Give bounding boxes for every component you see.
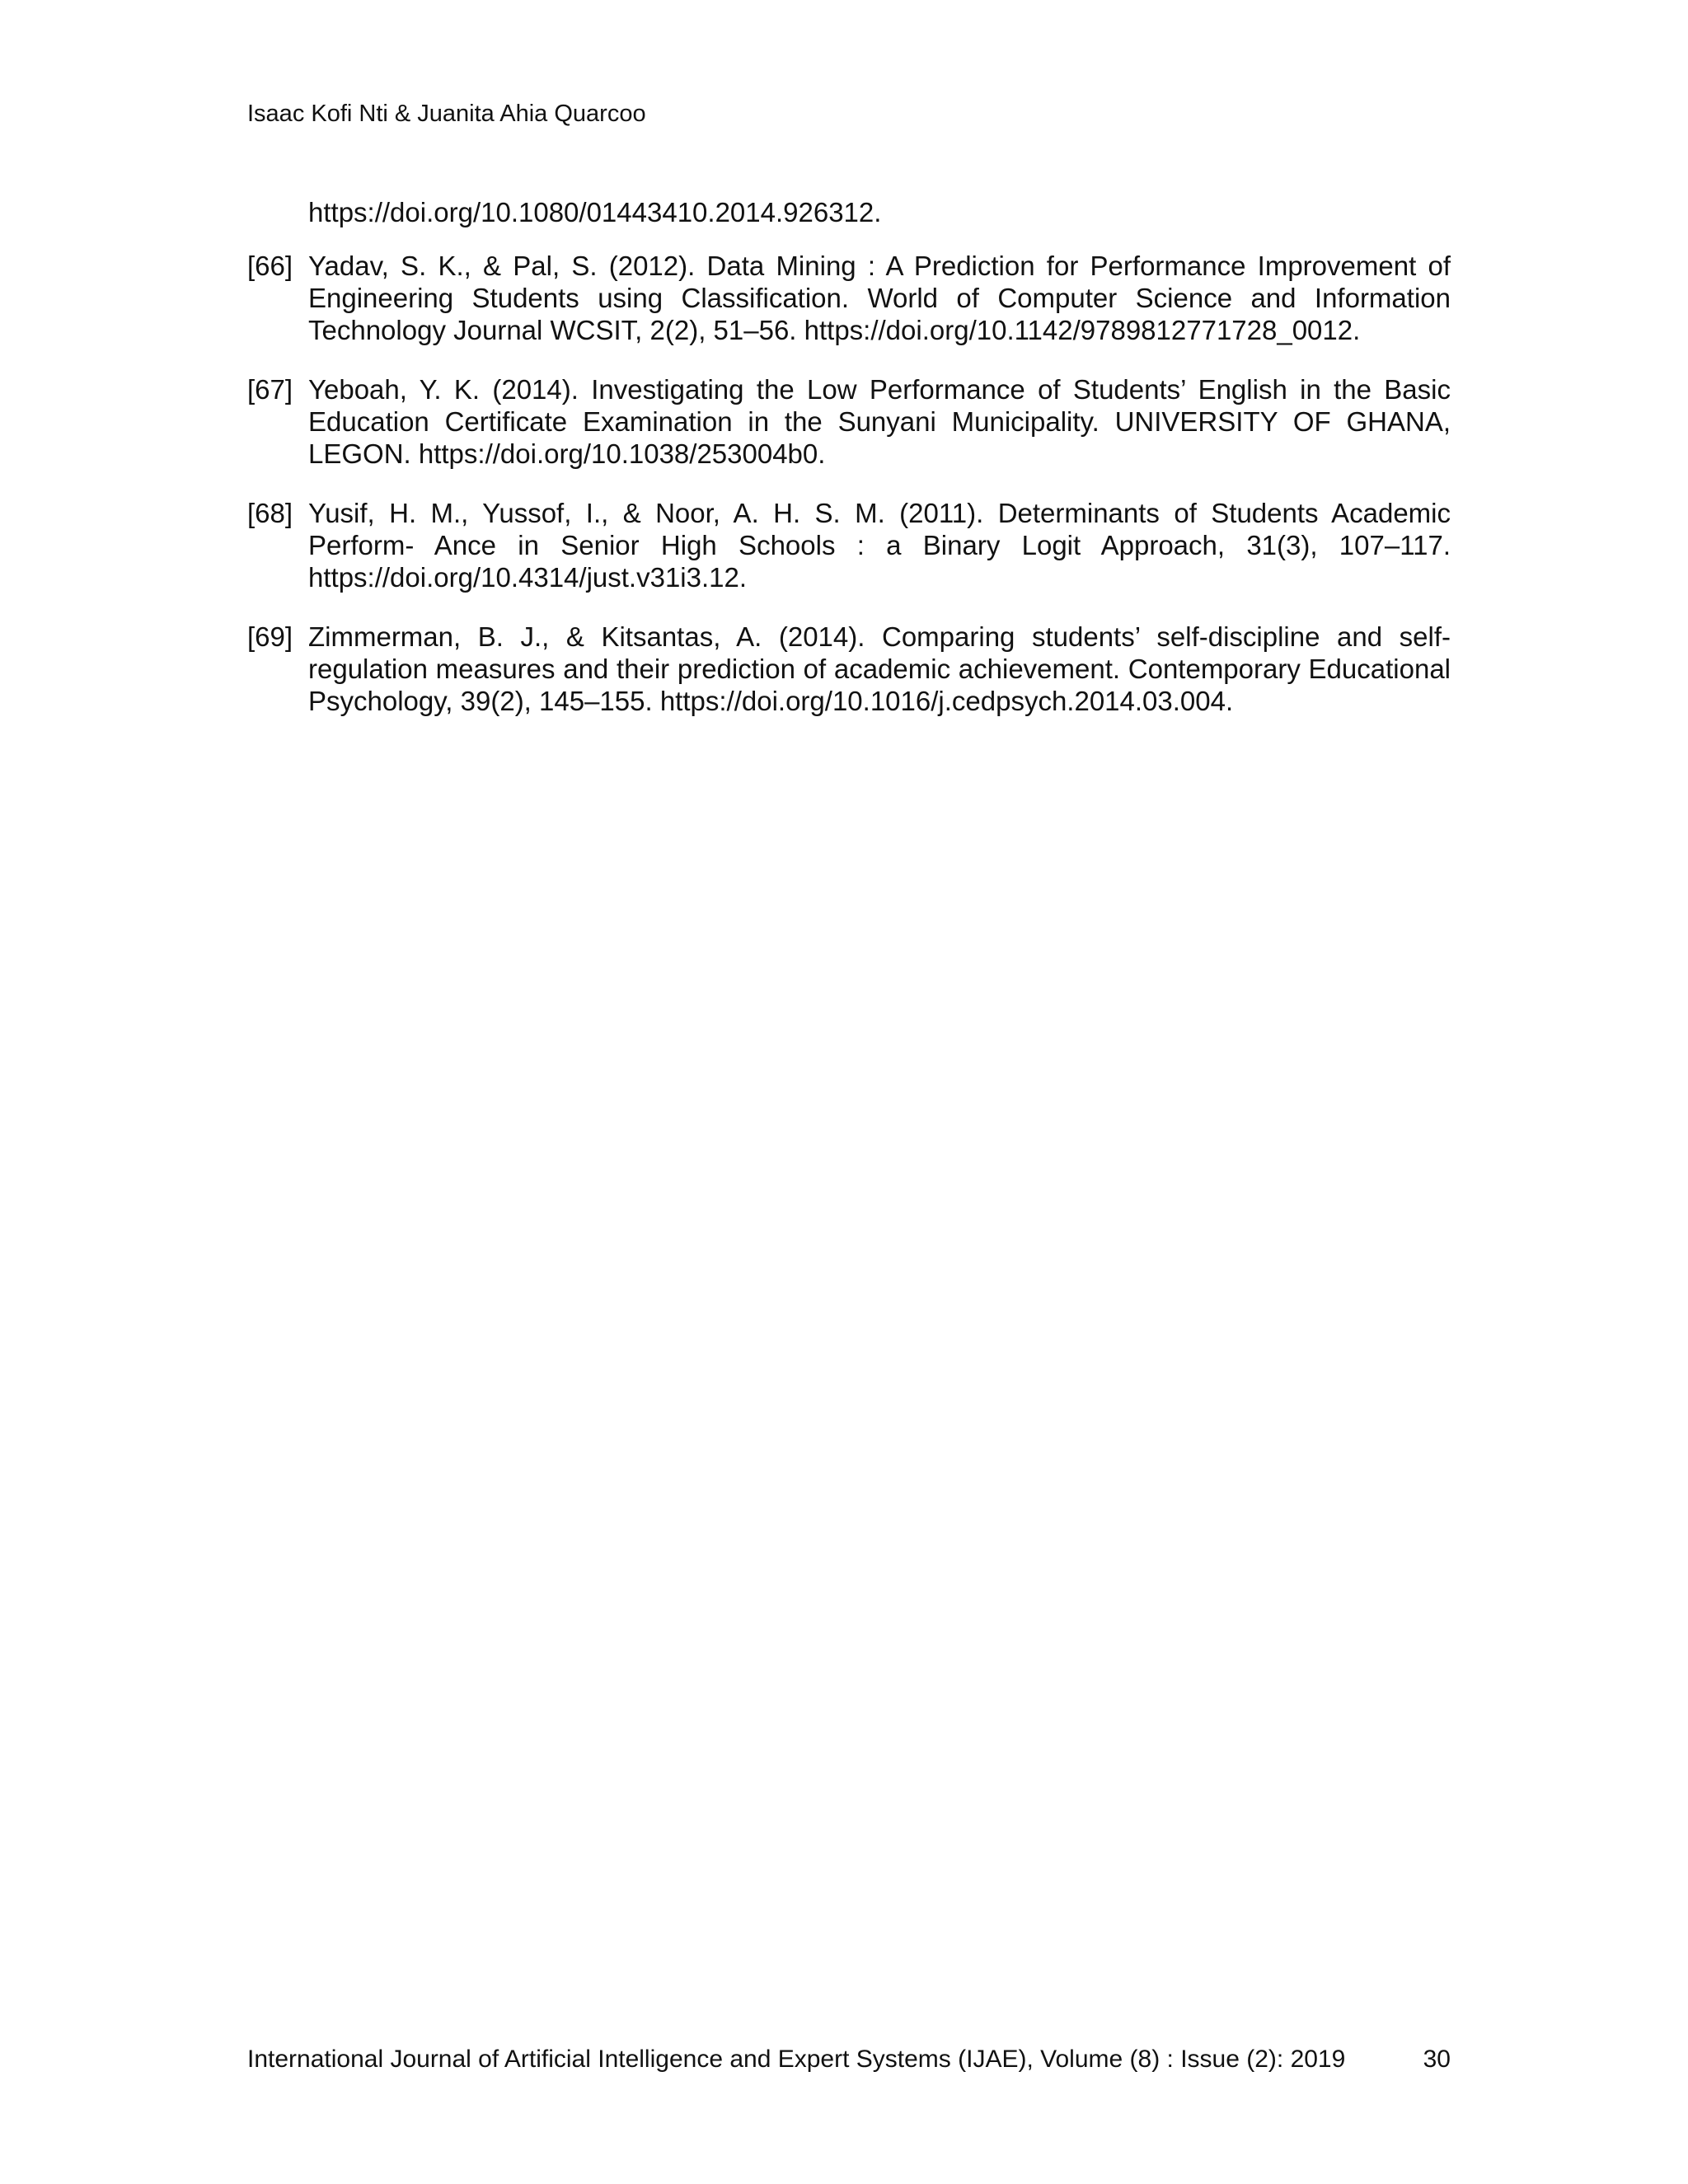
reference-label: [66] bbox=[247, 251, 293, 281]
reference-text: Yusif, H. M., Yussof, I., & Noor, A. H. S. M. (2011). Determinants of Students Academic Perform- Ance in Senior High Schools : a Binary Logit Approach, 31(3), 107–117. https://doi.org/10.4314/just.v31i3.12. bbox=[308, 498, 1451, 593]
reference-text: Zimmerman, B. J., & Kitsantas, A. (2014). Comparing students’ self-discipline and self-regulation measures and their prediction of academic achievement. Contemporary Educational Psychology, 39(2), 145–155. https://doi.org/10.1016/j.cedpsych.2014.03.004. bbox=[308, 621, 1451, 716]
reference-label: [67] bbox=[247, 374, 293, 405]
reference-label: [69] bbox=[247, 621, 293, 652]
reference-text: Yadav, S. K., & Pal, S. (2012). Data Mining : A Prediction for Performance Improvement of Engineering Students using Classification. World of Computer Science and Information Technology Journal WCSIT, 2(2), 51–56. https://doi.org/10.1142/9789812771728_0012. bbox=[308, 251, 1451, 345]
reference-entry-69 bbox=[247, 621, 1451, 717]
reference-entry-67 bbox=[247, 373, 1451, 470]
footer-journal-citation: International Journal of Artificial Intelligence and Expert Systems (IJAE), Volume (8) : Issue (2): 2019 bbox=[247, 2046, 1346, 2073]
reference-continuation[interactable]: https://doi.org/10.1080/01443410.2014.926312. bbox=[308, 197, 882, 227]
page-number: 30 bbox=[1423, 2046, 1451, 2073]
reference-entry-68 bbox=[247, 497, 1451, 593]
running-head: Isaac Kofi Nti & Juanita Ahia Quarcoo bbox=[247, 101, 646, 127]
reference-entry-66 bbox=[247, 250, 1451, 346]
reference-text: Yeboah, Y. K. (2014). Investigating the Low Performance of Students’ English in the Basic Education Certificate Examination in the Sunyani Municipality. UNIVERSITY OF GHANA, LEGON. https://doi.org/10.1038/253004b0. bbox=[308, 374, 1451, 469]
reference-list bbox=[247, 196, 1451, 744]
reference-label: [68] bbox=[247, 498, 293, 528]
